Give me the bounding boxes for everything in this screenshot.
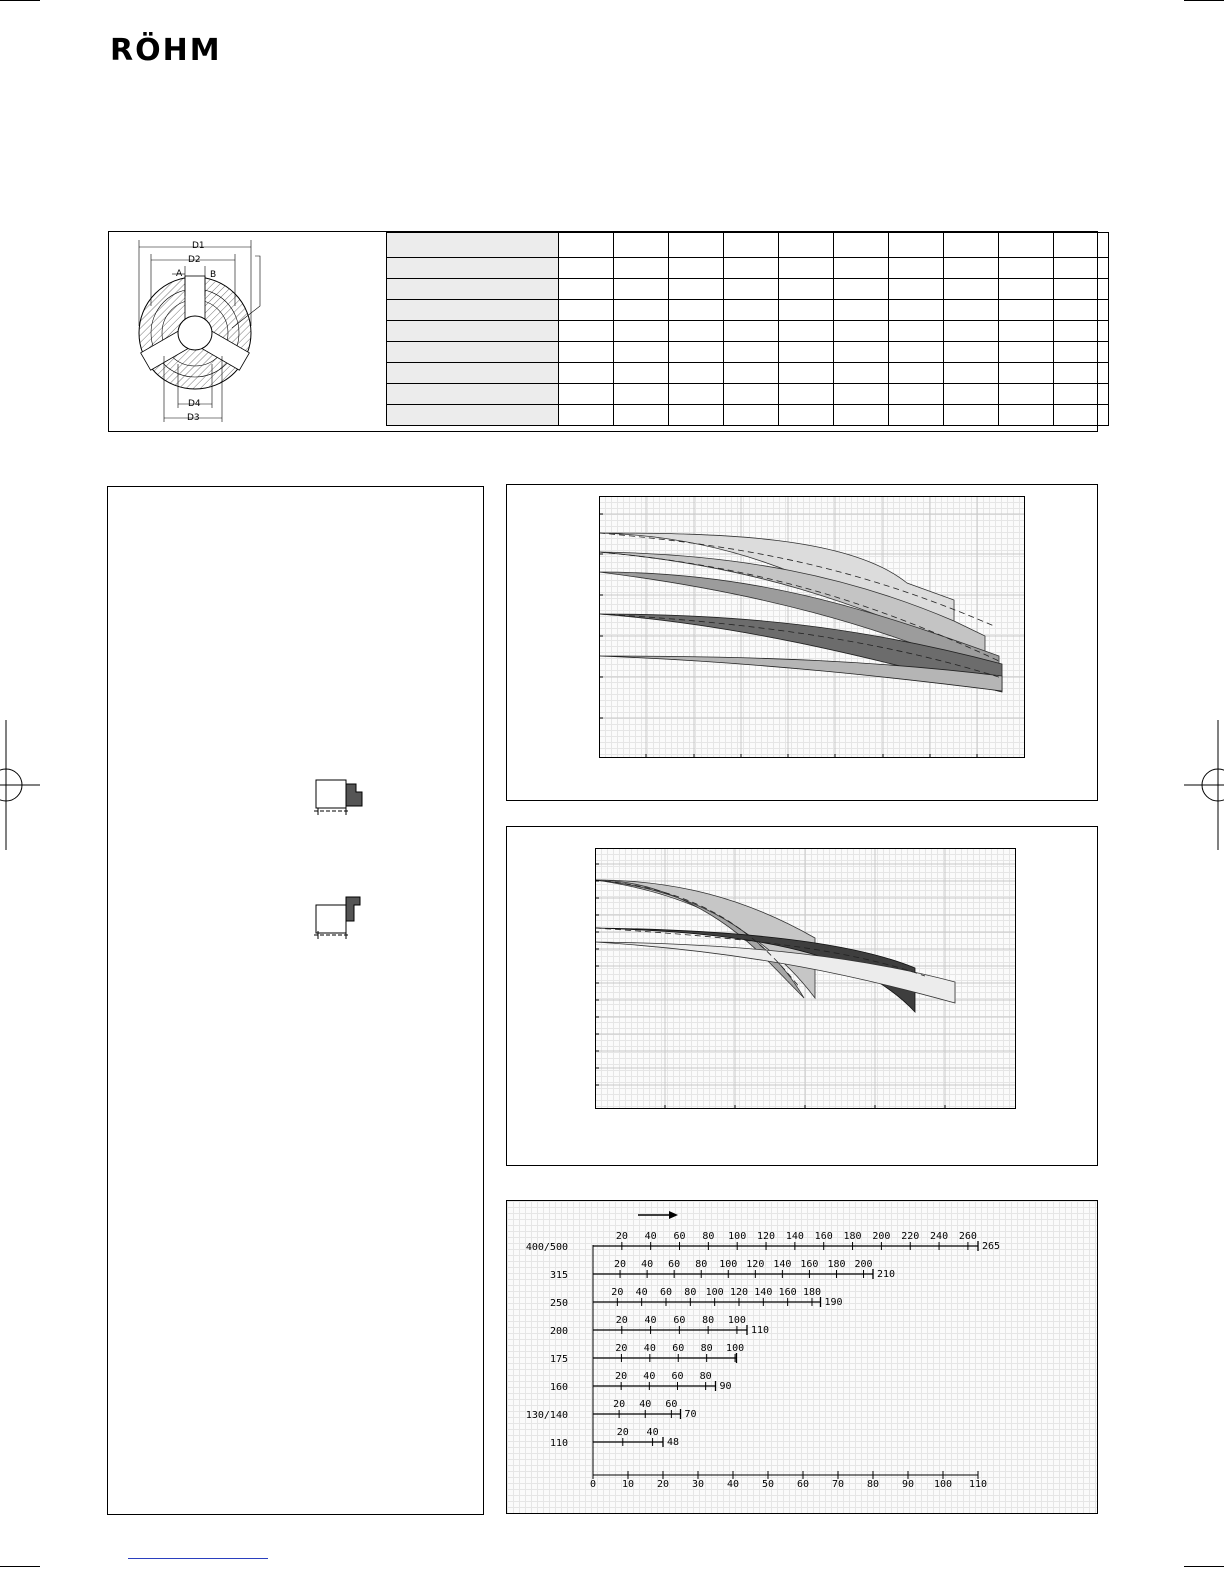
chart-3-scale-label: 40 bbox=[644, 1231, 657, 1242]
spec-value-cell bbox=[944, 300, 999, 321]
spec-value-cell bbox=[779, 321, 834, 342]
chart-3-scale-label: 40 bbox=[639, 1399, 652, 1410]
spec-value-cell bbox=[779, 279, 834, 300]
chart-3-x-tick-label: 60 bbox=[796, 1479, 810, 1490]
chart-3-scale-label: 40 bbox=[641, 1259, 654, 1270]
chart-3-end-label: 110 bbox=[751, 1325, 770, 1336]
spec-value-cell bbox=[669, 405, 724, 426]
spec-value-cell bbox=[559, 342, 614, 363]
dim-label-d3: D3 bbox=[187, 413, 200, 423]
chart-3-end-label: 90 bbox=[719, 1381, 732, 1392]
spec-value-cell bbox=[559, 258, 614, 279]
spec-label-cell bbox=[387, 342, 559, 363]
spec-value-cell bbox=[559, 233, 614, 258]
chart-3-scale-label: 120 bbox=[746, 1259, 765, 1270]
spec-value-cell bbox=[779, 384, 834, 405]
spec-value-cell bbox=[614, 300, 669, 321]
spec-value-cell bbox=[889, 300, 944, 321]
chart-3-scale-label: 160 bbox=[800, 1259, 819, 1270]
dim-label-d2: D2 bbox=[188, 255, 201, 265]
chart-3-scale-label: 60 bbox=[671, 1371, 684, 1382]
spec-row bbox=[387, 405, 1109, 426]
dim-label-d4: D4 bbox=[188, 399, 201, 409]
spec-value-cell bbox=[779, 405, 834, 426]
spec-value-cell bbox=[834, 405, 889, 426]
spec-value-cell bbox=[559, 363, 614, 384]
dim-label-a: A bbox=[176, 269, 183, 279]
spec-value-cell bbox=[724, 321, 779, 342]
chart-3-x-tick-label: 30 bbox=[691, 1479, 705, 1490]
chart-3-scale-label: 140 bbox=[785, 1231, 804, 1242]
chart-3-scale-label: 20 bbox=[615, 1371, 628, 1382]
spec-value-cell bbox=[779, 258, 834, 279]
spec-value-cell bbox=[944, 258, 999, 279]
chart-3-scale-label: 100 bbox=[719, 1259, 738, 1270]
chart-3-scale-label: 20 bbox=[616, 1427, 629, 1438]
spec-value-cell bbox=[559, 279, 614, 300]
spec-value-cell bbox=[889, 342, 944, 363]
chart-1-plot bbox=[599, 496, 1025, 758]
chart-3-category-label: 175 bbox=[549, 1354, 568, 1365]
chuck-diagram bbox=[112, 236, 382, 426]
spec-label-cell bbox=[387, 258, 559, 279]
spec-value-cell bbox=[559, 405, 614, 426]
spec-value-cell bbox=[614, 233, 669, 258]
dim-label-b: B bbox=[210, 270, 217, 280]
spec-value-cell bbox=[559, 321, 614, 342]
spec-value-cell bbox=[669, 300, 724, 321]
chart-3-scale-label: 20 bbox=[611, 1287, 624, 1298]
spec-value-cell bbox=[944, 279, 999, 300]
spec-value-cell bbox=[944, 363, 999, 384]
spec-value-cell bbox=[999, 384, 1054, 405]
spec-value-cell bbox=[779, 342, 834, 363]
chart-3-category-label: 200 bbox=[549, 1326, 568, 1337]
spec-value-cell bbox=[999, 363, 1054, 384]
spec-value-cell bbox=[724, 279, 779, 300]
spec-value-cell bbox=[1054, 258, 1109, 279]
chart-3-scale-label: 60 bbox=[659, 1287, 673, 1298]
spec-value-cell bbox=[834, 258, 889, 279]
spec-row bbox=[387, 384, 1109, 405]
chart-3-scale-label: 220 bbox=[901, 1231, 920, 1242]
spec-label-cell bbox=[387, 233, 559, 258]
chart-3-scale-label: 80 bbox=[699, 1371, 712, 1382]
spec-value-cell bbox=[944, 321, 999, 342]
chart-3-scale-label: 260 bbox=[958, 1231, 977, 1242]
spec-value-cell bbox=[999, 300, 1054, 321]
spec-value-cell bbox=[1054, 279, 1109, 300]
spec-value-cell bbox=[834, 279, 889, 300]
crop-mark bbox=[1184, 0, 1224, 1]
chart-3-scale-label: 20 bbox=[613, 1399, 626, 1410]
spec-value-cell bbox=[614, 384, 669, 405]
crop-mark bbox=[1184, 1566, 1224, 1567]
spec-value-cell bbox=[999, 405, 1054, 426]
brand-logo: RÖHM bbox=[110, 33, 222, 68]
spec-value-cell bbox=[834, 363, 889, 384]
chart-3-scale-label: 120 bbox=[729, 1287, 749, 1298]
spec-value-cell bbox=[999, 258, 1054, 279]
chart-3-scale-label: 180 bbox=[802, 1287, 822, 1298]
jaw-icon-inside bbox=[310, 895, 365, 940]
spec-value-cell bbox=[889, 384, 944, 405]
spec-value-cell bbox=[944, 405, 999, 426]
chart-3-scale-label: 140 bbox=[754, 1287, 773, 1298]
chart-3-scale-label: 120 bbox=[757, 1231, 776, 1242]
chart-3-scale-label: 160 bbox=[778, 1287, 797, 1298]
chart-3-scale-label: 40 bbox=[635, 1287, 648, 1298]
spec-value-cell bbox=[724, 342, 779, 363]
spec-value-cell bbox=[669, 321, 724, 342]
chart-3-category-label: 250 bbox=[549, 1298, 568, 1309]
chart-2-plot bbox=[595, 848, 1016, 1109]
spec-value-cell bbox=[889, 279, 944, 300]
spec-label-cell bbox=[387, 279, 559, 300]
spec-value-cell bbox=[614, 405, 669, 426]
chart-3-x-tick-label: 0 bbox=[589, 1479, 597, 1490]
spec-label-cell bbox=[387, 384, 559, 405]
chart-3-scale-label: 80 bbox=[702, 1315, 715, 1326]
chart-3-scale-label: 60 bbox=[665, 1399, 678, 1410]
chart-3-x-tick-label: 50 bbox=[761, 1479, 775, 1490]
crop-mark bbox=[0, 1566, 40, 1567]
spec-value-cell bbox=[1054, 342, 1109, 363]
spec-table bbox=[386, 232, 1109, 426]
crop-mark bbox=[0, 0, 40, 1]
chart-3-end-label: 70 bbox=[684, 1409, 697, 1420]
spec-value-cell bbox=[724, 300, 779, 321]
chart-3-scale-label: 20 bbox=[614, 1259, 627, 1270]
spec-value-cell bbox=[889, 405, 944, 426]
spec-label-cell bbox=[387, 363, 559, 384]
spec-value-cell bbox=[724, 384, 779, 405]
chart-3-scale-label: 60 bbox=[668, 1259, 681, 1270]
jaw-icon-outside bbox=[310, 778, 365, 818]
spec-row bbox=[387, 342, 1109, 363]
spec-value-cell bbox=[669, 233, 724, 258]
spec-value-cell bbox=[999, 233, 1054, 258]
chart-3-scale-label: 20 bbox=[615, 1343, 628, 1354]
registration-mark-left bbox=[0, 720, 40, 850]
spec-value-cell bbox=[779, 363, 834, 384]
chart-3-scale-label: 140 bbox=[773, 1259, 792, 1270]
chart-3-scale-label: 40 bbox=[643, 1371, 656, 1382]
chart-3-x-tick-label: 40 bbox=[726, 1479, 740, 1490]
chart-3-x-tick-label: 100 bbox=[933, 1479, 953, 1490]
chart-3-x-tick-label: 70 bbox=[831, 1479, 845, 1490]
chart-3-end-label: 265 bbox=[982, 1241, 1001, 1252]
spec-value-cell bbox=[1054, 384, 1109, 405]
spec-value-cell bbox=[724, 405, 779, 426]
spec-row bbox=[387, 279, 1109, 300]
spec-value-cell bbox=[999, 279, 1054, 300]
chart-3-scale-label: 180 bbox=[827, 1259, 846, 1270]
registration-mark-right bbox=[1184, 720, 1224, 850]
spec-value-cell bbox=[724, 363, 779, 384]
spec-value-cell bbox=[1054, 300, 1109, 321]
spec-value-cell bbox=[614, 258, 669, 279]
chart-3-scale-label: 60 bbox=[673, 1231, 686, 1242]
chart-3-scale-label: 100 bbox=[728, 1231, 747, 1242]
spec-value-cell bbox=[614, 321, 669, 342]
spec-label-cell bbox=[387, 405, 559, 426]
spec-value-cell bbox=[1054, 405, 1109, 426]
footer-rule bbox=[128, 1558, 268, 1559]
chart-3-category-label: 400/500 bbox=[525, 1242, 568, 1253]
chart-3-category-label: 130/140 bbox=[525, 1410, 568, 1421]
spec-value-cell bbox=[834, 342, 889, 363]
chart-3-scale-label: 100 bbox=[727, 1315, 746, 1326]
spec-value-cell bbox=[889, 258, 944, 279]
spec-value-cell bbox=[1054, 321, 1109, 342]
chart-3-x-tick-label: 80 bbox=[866, 1479, 880, 1490]
chart-3-category-label: 110 bbox=[549, 1438, 568, 1449]
spec-value-cell bbox=[834, 233, 889, 258]
chart-3-scale-label: 80 bbox=[702, 1231, 715, 1242]
spec-value-cell bbox=[724, 233, 779, 258]
spec-value-cell bbox=[559, 300, 614, 321]
spec-value-cell bbox=[724, 258, 779, 279]
spec-value-cell bbox=[669, 258, 724, 279]
chart-3-scale-label: 80 bbox=[695, 1259, 708, 1270]
spec-value-cell bbox=[944, 233, 999, 258]
chart-3-scale-label: 160 bbox=[814, 1231, 833, 1242]
chart-3-scale-label: 40 bbox=[644, 1315, 657, 1326]
spec-value-cell bbox=[669, 384, 724, 405]
spec-value-cell bbox=[669, 279, 724, 300]
spec-value-cell bbox=[889, 233, 944, 258]
chart-3-scale-label: 40 bbox=[643, 1343, 656, 1354]
spec-value-cell bbox=[614, 279, 669, 300]
spec-value-cell bbox=[1054, 363, 1109, 384]
chart-3-scale-label: 100 bbox=[705, 1287, 724, 1298]
spec-label-cell bbox=[387, 321, 559, 342]
spec-value-cell bbox=[779, 233, 834, 258]
spec-value-cell bbox=[834, 321, 889, 342]
text-panel bbox=[107, 486, 484, 1515]
spec-row bbox=[387, 258, 1109, 279]
chart-3-scale-label: 20 bbox=[615, 1231, 628, 1242]
chart-3-scale-label: 200 bbox=[872, 1231, 891, 1242]
spec-value-cell bbox=[944, 384, 999, 405]
spec-value-cell bbox=[999, 342, 1054, 363]
spec-row bbox=[387, 300, 1109, 321]
chart-3-arrow bbox=[638, 1211, 678, 1219]
chart-3-category-label: 160 bbox=[549, 1382, 568, 1393]
spec-value-cell bbox=[1054, 233, 1109, 258]
chart-3-scale-label: 80 bbox=[684, 1287, 697, 1298]
spec-row bbox=[387, 363, 1109, 384]
chart-3-x-tick-label: 90 bbox=[901, 1479, 915, 1490]
chart-3-end-label: 210 bbox=[877, 1269, 896, 1280]
chart-3-end-label: 48 bbox=[667, 1437, 680, 1448]
dim-label-d1: D1 bbox=[192, 241, 205, 251]
spec-value-cell bbox=[669, 363, 724, 384]
spec-value-cell bbox=[889, 363, 944, 384]
spec-value-cell bbox=[834, 384, 889, 405]
spec-value-cell bbox=[889, 321, 944, 342]
chart-3-scale-label: 240 bbox=[930, 1231, 949, 1242]
chart-3-scale-label: 40 bbox=[646, 1427, 659, 1438]
spec-value-cell bbox=[669, 342, 724, 363]
spec-row bbox=[387, 321, 1109, 342]
spec-value-cell bbox=[614, 363, 669, 384]
spec-value-cell bbox=[559, 384, 614, 405]
chart-3-plot bbox=[506, 1200, 1098, 1514]
spec-row bbox=[387, 233, 1109, 258]
chart-3-scale-label: 100 bbox=[726, 1343, 745, 1354]
spec-value-cell bbox=[614, 342, 669, 363]
spec-label-cell bbox=[387, 300, 559, 321]
chart-3-end-label: 190 bbox=[824, 1297, 843, 1308]
chart-3-scale-label: 20 bbox=[615, 1315, 628, 1326]
chart-3-category-label: 315 bbox=[549, 1270, 568, 1281]
chart-3-scale-label: 60 bbox=[673, 1315, 686, 1326]
chart-3-scale-label: 180 bbox=[843, 1231, 862, 1242]
chart-3-x-tick-label: 110 bbox=[968, 1479, 988, 1490]
spec-value-cell bbox=[834, 300, 889, 321]
chart-3-x-tick-label: 20 bbox=[656, 1479, 670, 1490]
spec-value-cell bbox=[999, 321, 1054, 342]
spec-value-cell bbox=[779, 300, 834, 321]
chart-3-scale-label: 60 bbox=[672, 1343, 685, 1354]
chart-3-x-tick-label: 10 bbox=[621, 1479, 635, 1490]
chart-3-scale-label: 80 bbox=[700, 1343, 713, 1354]
spec-value-cell bbox=[944, 342, 999, 363]
chart-3-scale-label: 200 bbox=[854, 1259, 873, 1270]
